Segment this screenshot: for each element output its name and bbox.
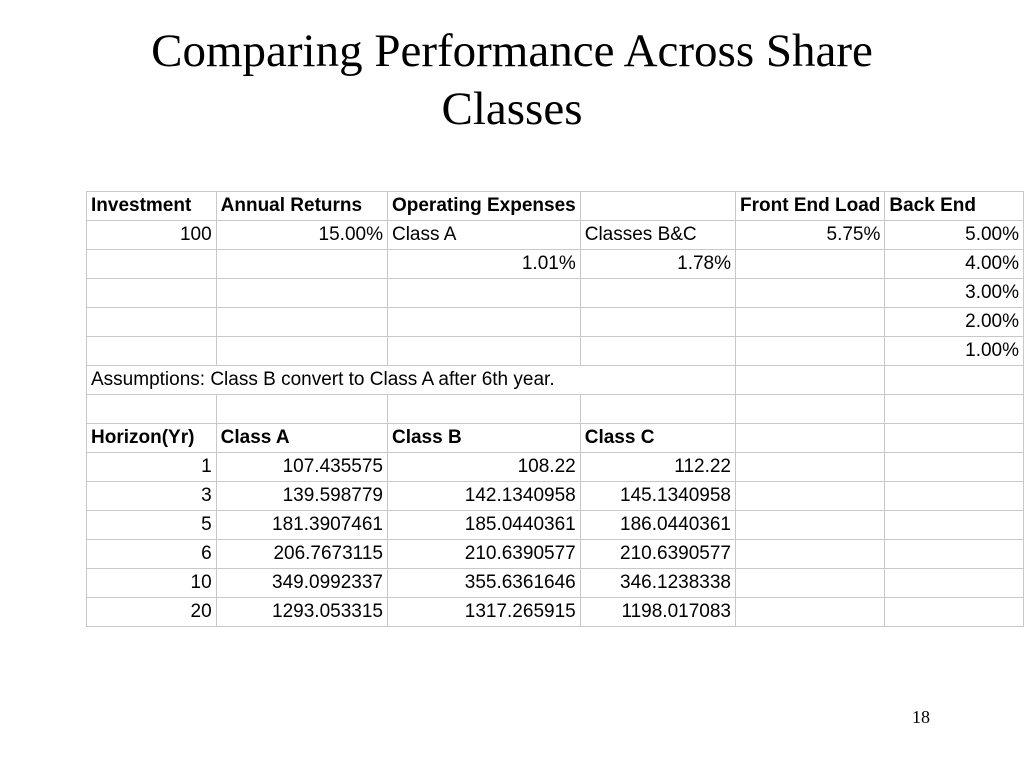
table-cell[interactable] (736, 598, 885, 627)
table-row (87, 308, 1024, 337)
table-cell[interactable]: 107.435575 (216, 453, 387, 482)
table-cell[interactable] (387, 308, 580, 337)
table-cell[interactable]: 206.7673115 (216, 540, 387, 569)
table-cell[interactable]: 1.78% (580, 250, 735, 279)
table-row (87, 482, 1024, 511)
table-cell[interactable] (580, 395, 735, 424)
table-cell[interactable]: 112.22 (580, 453, 735, 482)
table-cell[interactable]: 3 (87, 482, 217, 511)
table-cell[interactable]: 1.01% (387, 250, 580, 279)
table-cell[interactable] (736, 482, 885, 511)
table-cell[interactable] (885, 366, 1024, 395)
table-cell[interactable] (87, 279, 217, 308)
table-cell[interactable]: 5 (87, 511, 217, 540)
table-cell[interactable] (216, 250, 387, 279)
table-row (87, 279, 1024, 308)
table-cell[interactable]: 1317.265915 (387, 598, 580, 627)
header-cell[interactable]: Front End Load (736, 192, 885, 221)
table-cell[interactable] (885, 569, 1024, 598)
table-cell[interactable] (736, 366, 885, 395)
table-cell[interactable]: Class A (387, 221, 580, 250)
table-cell[interactable] (736, 424, 885, 453)
table-cell[interactable] (736, 308, 885, 337)
header-cell[interactable]: Back End (885, 192, 1024, 221)
table-cell[interactable]: 5.00% (885, 221, 1024, 250)
table-cell[interactable]: 5.75% (736, 221, 885, 250)
table-cell[interactable]: 181.3907461 (216, 511, 387, 540)
table-cell[interactable]: 210.6390577 (387, 540, 580, 569)
table-cell[interactable] (736, 569, 885, 598)
table-cell[interactable]: 1198.017083 (580, 598, 735, 627)
table-cell[interactable]: 142.1340958 (387, 482, 580, 511)
header-cell[interactable] (580, 192, 735, 221)
table-cell[interactable] (736, 279, 885, 308)
table-cell[interactable] (87, 337, 217, 366)
header-cell[interactable]: Class A (216, 424, 387, 453)
table-cell[interactable] (580, 308, 735, 337)
table-cell[interactable]: 355.6361646 (387, 569, 580, 598)
table-cell[interactable]: 2.00% (885, 308, 1024, 337)
table-row (87, 511, 1024, 540)
table-cell[interactable] (580, 337, 735, 366)
table-cell[interactable]: 139.598779 (216, 482, 387, 511)
table-cell[interactable] (885, 598, 1024, 627)
header-cell[interactable]: Annual Returns (216, 192, 387, 221)
slide-title: Comparing Performance Across Share Classes (151, 25, 873, 135)
table-cell[interactable] (885, 395, 1024, 424)
table-cell[interactable]: 1 (87, 453, 217, 482)
page-number: 18 (912, 707, 930, 727)
table-cell[interactable]: 108.22 (387, 453, 580, 482)
table-cell[interactable]: 15.00% (216, 221, 387, 250)
table-row (87, 366, 1024, 395)
table-cell[interactable] (885, 482, 1024, 511)
table-cell[interactable]: Classes B&C (580, 221, 735, 250)
table-header-row (87, 192, 1024, 221)
header-cell[interactable]: Horizon(Yr) (87, 424, 217, 453)
table-cell[interactable] (87, 308, 217, 337)
table-cell[interactable]: 145.1340958 (580, 482, 735, 511)
table-cell[interactable]: 4.00% (885, 250, 1024, 279)
table-cell[interactable]: 3.00% (885, 279, 1024, 308)
table-cell[interactable] (87, 250, 217, 279)
table-row (87, 337, 1024, 366)
table-row (87, 250, 1024, 279)
table-row (87, 569, 1024, 598)
table-cell[interactable] (87, 395, 217, 424)
header-cell[interactable]: Operating Expenses (387, 192, 580, 221)
table-cell[interactable]: 186.0440361 (580, 511, 735, 540)
table-cell[interactable]: 6 (87, 540, 217, 569)
table-cell[interactable] (216, 395, 387, 424)
header-cell[interactable]: Class C (580, 424, 735, 453)
table-cell[interactable] (580, 279, 735, 308)
table-cell[interactable] (736, 511, 885, 540)
table-cell[interactable] (216, 308, 387, 337)
table-cell[interactable] (736, 453, 885, 482)
header-cell[interactable]: Class B (387, 424, 580, 453)
table-row (87, 453, 1024, 482)
table-cell[interactable]: 210.6390577 (580, 540, 735, 569)
table-cell[interactable]: 185.0440361 (387, 511, 580, 540)
table-cell[interactable] (885, 424, 1024, 453)
table-cell[interactable] (736, 540, 885, 569)
table-cell[interactable]: 20 (87, 598, 217, 627)
table-cell[interactable]: 346.1238338 (580, 569, 735, 598)
table-cell[interactable] (885, 540, 1024, 569)
table-cell[interactable] (736, 395, 885, 424)
table-row (87, 598, 1024, 627)
table-cell[interactable] (736, 250, 885, 279)
table-cell[interactable]: 100 (87, 221, 217, 250)
table-cell[interactable] (387, 279, 580, 308)
table-cell[interactable]: 10 (87, 569, 217, 598)
table-cell[interactable] (216, 337, 387, 366)
table-cell[interactable] (736, 337, 885, 366)
table-row (87, 221, 1024, 250)
header-cell[interactable]: Investment (87, 192, 217, 221)
table-row (87, 395, 1024, 424)
table-cell[interactable] (216, 279, 387, 308)
table-cell[interactable]: 1293.053315 (216, 598, 387, 627)
table-cell[interactable] (387, 337, 580, 366)
table-cell[interactable]: 1.00% (885, 337, 1024, 366)
horizon-header-row (87, 424, 1024, 453)
spreadsheet-table (86, 191, 1024, 627)
table-cell[interactable] (387, 395, 580, 424)
table-row (87, 540, 1024, 569)
assumptions-note[interactable]: Assumptions: Class B convert to Class A after 6th year. (87, 366, 736, 395)
table-cell[interactable] (885, 453, 1024, 482)
table-cell[interactable] (885, 511, 1024, 540)
table-cell[interactable]: 349.0992337 (216, 569, 387, 598)
